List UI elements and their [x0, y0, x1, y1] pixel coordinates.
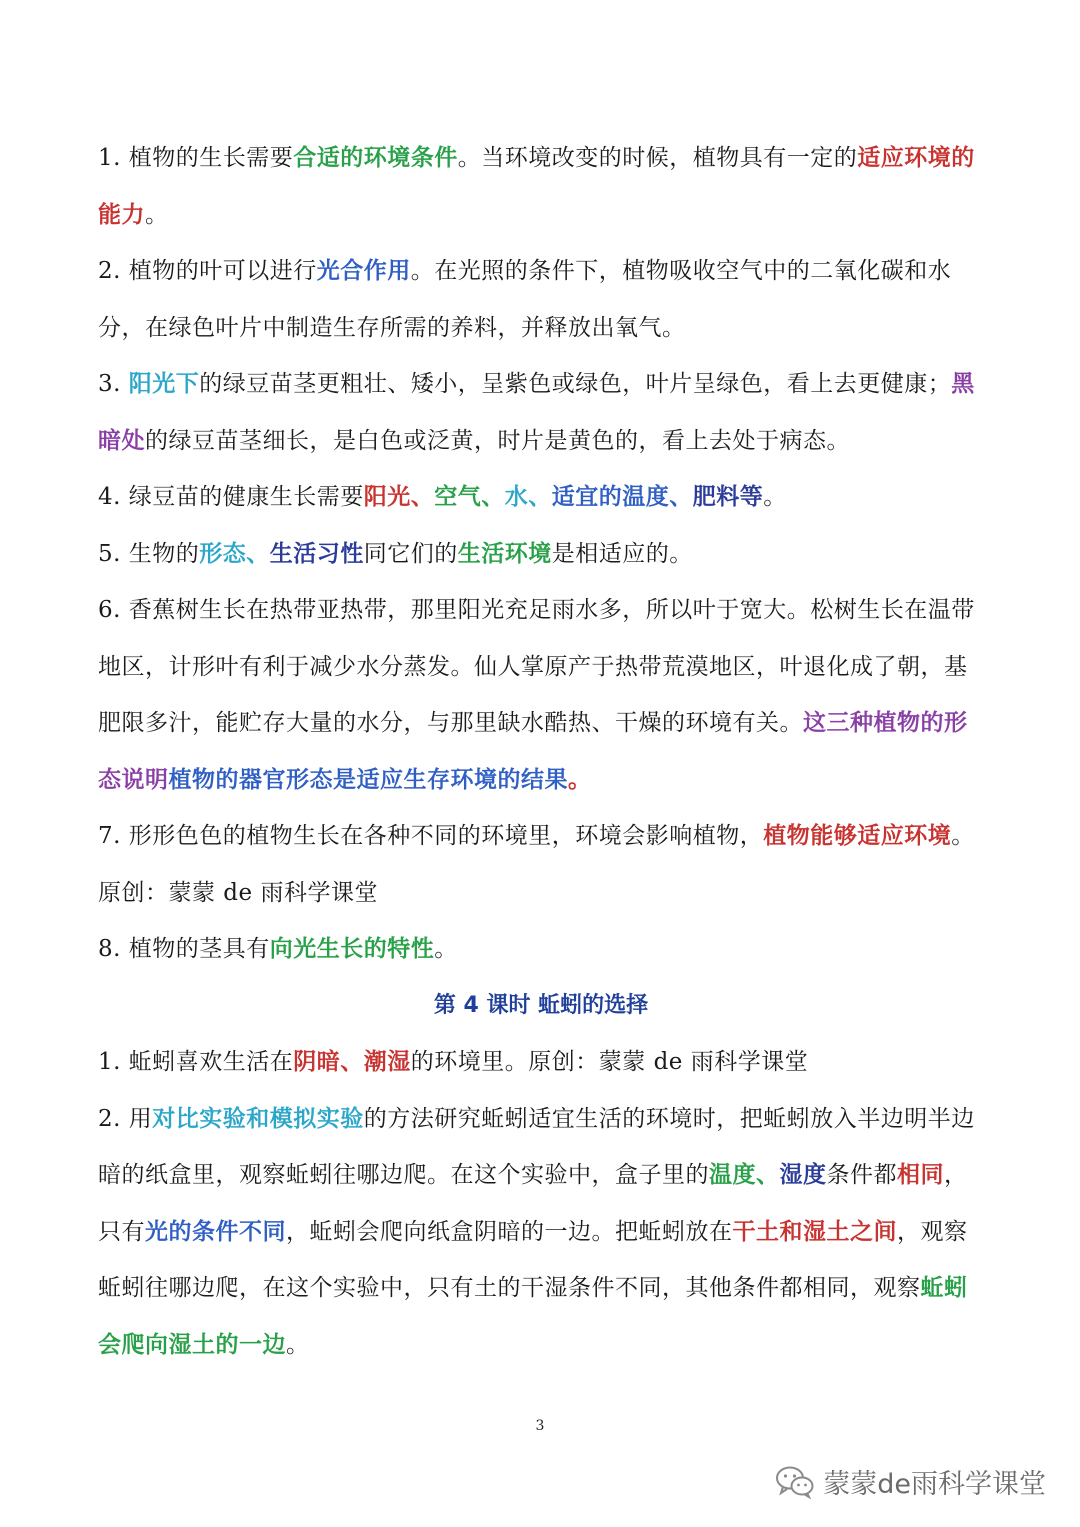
paragraph-list: [98, 130, 984, 978]
text-segment: 的方法研究蚯蚓适宜生活的环境时，把蚯蚓放入半边明半边暗的纸盒里，观察蚯蚓往哪边爬。在这个实验中，盒子里的: [98, 1105, 975, 1188]
paragraph: [98, 1034, 984, 1091]
paragraph: [98, 243, 984, 356]
text-segment: 2. 植物的叶可以进行: [98, 258, 317, 284]
page-number: 3: [535, 1418, 545, 1434]
highlighted-text: 。: [568, 766, 592, 793]
text-segment: 的绿豆苗茎更粗壮、矮小，呈紫色或绿色，叶片呈绿色，看上去更健康；: [199, 371, 952, 397]
highlighted-text: 干土和湿土之间: [732, 1218, 897, 1245]
text-segment: 。当环境改变的时候，植物具有一定的: [457, 145, 858, 171]
paragraph: [98, 130, 984, 243]
text-segment: 7. 形形色色的植物生长在各种不同的环境里，环境会影响植物，: [98, 823, 764, 849]
section-heading: 第 4 课时 蚯蚓的选择: [433, 992, 649, 1018]
text-segment: 是相适应的。: [551, 540, 693, 567]
paragraph: [98, 356, 984, 469]
text-segment: 。: [286, 1331, 310, 1358]
text-segment: ，蚯蚓会爬向纸盒阴暗的一边。把蚯蚓放在: [286, 1218, 733, 1245]
text-segment: 的环境里。原创：蒙蒙 de 雨科学课堂: [410, 1049, 809, 1075]
paragraph: [98, 469, 984, 526]
highlighted-text: 空气、: [434, 484, 505, 510]
text-segment: 1. 蚯蚓喜欢生活在: [98, 1049, 294, 1075]
highlighted-text: 生活习性: [269, 540, 364, 567]
text-segment: ，只有: [98, 1162, 968, 1245]
highlighted-text: 光合作用: [316, 258, 411, 284]
highlighted-text: 黑暗处: [98, 371, 975, 454]
highlighted-text: 适宜的温度、: [551, 484, 693, 510]
text-segment: 2. 用: [98, 1105, 153, 1132]
text-segment: 4. 绿豆苗的健康生长需要: [98, 484, 364, 510]
text-segment: 。: [145, 201, 169, 228]
highlighted-text: 适应环境的能力: [98, 145, 975, 228]
text-segment: ，观察蚯蚓往哪边爬，在这个实验中，只有土的干湿条件不同，其他条件都相同，观察: [98, 1218, 968, 1301]
highlighted-text: 水、: [504, 484, 552, 510]
paragraph: [98, 808, 984, 921]
text-segment: 。原创：蒙蒙 de 雨科学课堂: [98, 823, 975, 906]
text-segment: 。: [763, 484, 787, 510]
section-paragraph-list: [98, 1034, 984, 1373]
paragraph: [98, 526, 984, 583]
text-segment: 同它们的: [363, 540, 458, 567]
highlighted-text: 形态、: [199, 540, 270, 567]
text-segment: 的绿豆苗茎细长，是白色或泛黄，时片是黄色的，看上去处于病态。: [145, 427, 850, 454]
highlighted-text: 植物的器官形态是适应生存环境的结果: [168, 766, 568, 793]
highlighted-text: 蚯蚓会爬向湿土的一边: [98, 1275, 968, 1358]
text-segment: 6. 香蕉树生长在热带亚热带，那里阳光充足雨水多，所以叶于宽大。松树生长在温带地区，计形叶有利于减少水分蒸发。仙人掌原产于热带荒漠地区，叶退化成了朝，基肥限多汁，能贮存大量的水分，与那里缺水酷热、干燥的环境有关。: [98, 597, 975, 736]
text-segment: 1. 植物的生长需要: [98, 145, 294, 171]
paragraph: [98, 582, 984, 808]
highlighted-text: 向光生长的特性: [269, 936, 435, 962]
highlighted-text: 植物能够适应环境: [763, 823, 952, 849]
highlighted-text: 这三种植物的形态说明: [98, 710, 968, 793]
highlighted-text: 阳光下: [128, 371, 200, 397]
document-body: [98, 130, 984, 1373]
paragraph: [98, 1091, 984, 1374]
text-segment: 5. 生物的: [98, 540, 200, 567]
text-segment: 。在光照的条件下，植物吸收空气中的二氧化碳和水分，在绿色叶片中制造生存所需的养料，并释放出氧气。: [98, 258, 952, 341]
highlighted-text: 对比实验和模拟实验: [152, 1105, 364, 1132]
text-segment: 3.: [98, 371, 129, 397]
highlighted-text: 生活环境: [457, 540, 552, 567]
watermark-text: 蒙蒙de雨科学课堂: [823, 1469, 1046, 1500]
wechat-icon: [775, 1465, 815, 1499]
highlighted-text: 合适的环境条件: [293, 145, 458, 171]
text-segment: 。: [434, 936, 458, 962]
highlighted-text: 阴暗、潮湿: [293, 1049, 411, 1075]
highlighted-text: 相同: [897, 1162, 944, 1188]
paragraph: [98, 921, 984, 978]
highlighted-text: 光的条件不同: [145, 1218, 286, 1245]
highlighted-text: 温度、: [709, 1162, 780, 1188]
text-segment: 8. 植物的茎具有: [98, 936, 270, 962]
highlighted-text: 湿度: [779, 1162, 827, 1188]
highlighted-text: 肥料等: [692, 484, 764, 510]
watermark: [775, 1462, 1046, 1501]
text-segment: 条件都: [826, 1162, 897, 1188]
highlighted-text: 阳光、: [363, 484, 435, 510]
